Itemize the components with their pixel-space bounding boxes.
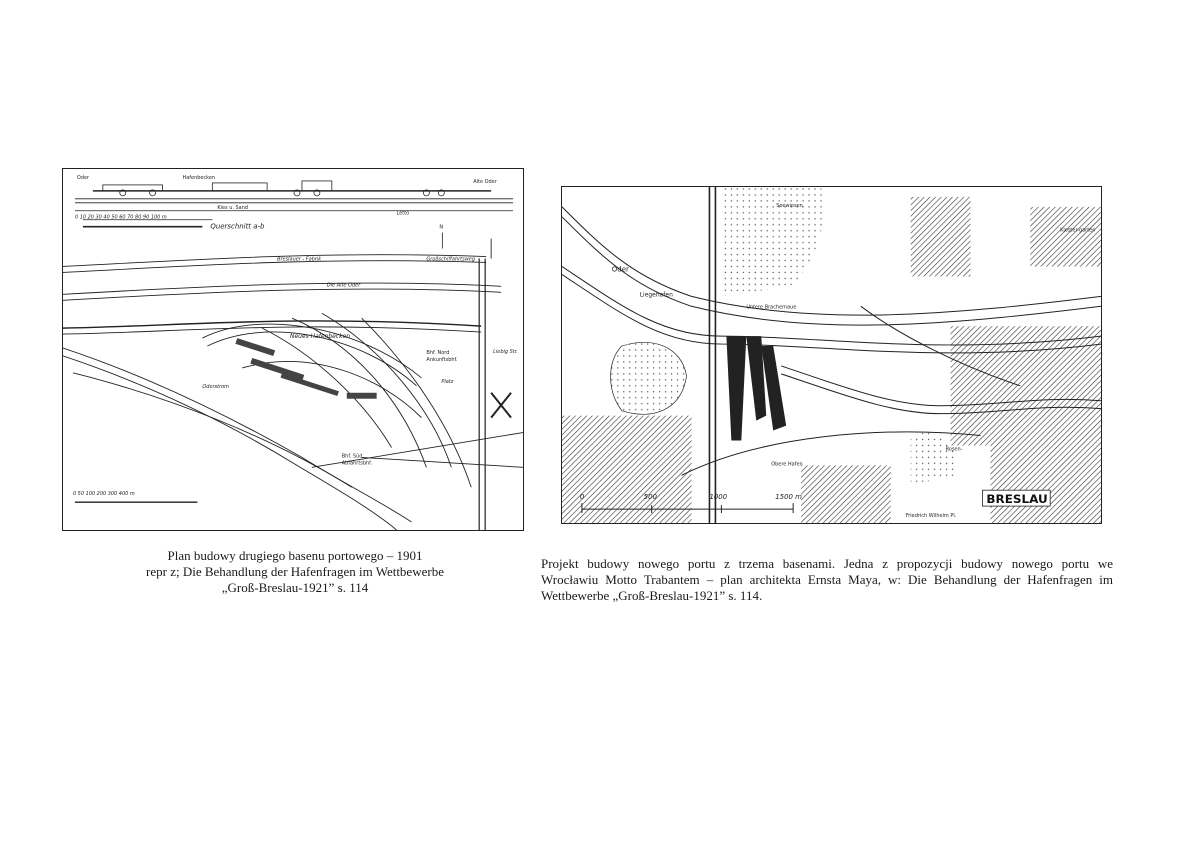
scale-label-1500: 1500 m [775, 493, 802, 502]
scale-top-label: 0 10 20 30 40 50 60 70 80 90 100 m [74, 214, 167, 221]
harbour-project-may-map [562, 187, 1101, 523]
oderstrom-label: Oderstrom [202, 383, 230, 390]
liegehafen-label: Liegehafen [639, 291, 673, 299]
caption-left [105, 548, 485, 596]
plan-lines [63, 239, 523, 530]
scale-label-500: 500 [643, 493, 657, 502]
platz-label: Platz [441, 378, 454, 385]
harbour-project-may-figure [561, 186, 1102, 524]
caption-left-line-1: Plan budowy drugiego basenu portowego – 1901 [167, 548, 423, 563]
harbour-plan-1901-figure [62, 168, 524, 531]
caption-right-line-2: Wrocławiu Motto Trabantem – plan architekta Ernsta Maya, w: Die Behandlung der Hafenfragen im [541, 572, 1113, 587]
die-alte-oder-label: Die Alte Oder [326, 282, 361, 289]
neues-hafenbecken-label: Neues Hafenbecken [290, 333, 351, 341]
oberer-hafen-label: Obere Hafen [771, 461, 803, 468]
breslauer-fabrik-label: Breslauer - Fabrik [277, 256, 322, 263]
oder-label: Oder [76, 174, 90, 181]
seewiesen-label: Seewiesen [776, 202, 803, 209]
breslau-label: BRESLAU [986, 492, 1048, 507]
abfahrtsbhf-label: Abfahrtsbhf. [341, 460, 373, 467]
ankunftsbhf-label: Ankunftsbhf. [426, 356, 458, 363]
querschnitt-label: Querschnitt a-b [210, 222, 265, 231]
bhf-sud-label: Bhf. Süd [341, 453, 363, 460]
caption-right [541, 556, 1113, 604]
caption-right-line-1: Projekt budowy nowego portu z trzema basenami. Jedna z propozycji budowy nowego portu we [541, 556, 1113, 571]
bhf-nord-label: Bhf. Nord [426, 349, 450, 356]
caption-left-line-2: repr z; Die Behandlung der Hafenfragen im Wettbewerbe [146, 564, 444, 579]
scale-label-0: 0 [579, 493, 585, 502]
alte-oder-label: Alte Oder [473, 178, 497, 185]
three-basins [726, 336, 786, 440]
klostergarten-label: Kloster-garten [1060, 227, 1096, 234]
scale-bottom-label: 0 50 100 200 300 400 m [72, 491, 135, 498]
letto-label: Letto [396, 210, 410, 217]
caption-left-line-3: „Groß-Breslau-1921” s. 114 [221, 580, 369, 595]
hafenbecken-label: Hafenbecken [182, 174, 216, 181]
rosen-label: Rosen- [945, 446, 963, 453]
caption-right-line-3: Wettbewerbe „Groß-Breslau-1921” s. 114. [541, 588, 763, 603]
crossroads-icon [491, 393, 511, 418]
harbour-basin [235, 338, 376, 399]
kies-sand-label: Kies u. Sand [217, 204, 249, 211]
harbour-plan-1901-map [63, 169, 523, 530]
liebig-str-label: Liebig Str. [493, 348, 518, 355]
grosschiffahrtsweg-label: Großschiffahrtsweg [426, 256, 476, 263]
scale-label-1000: 1000 [709, 493, 728, 502]
oder-label: Oder [611, 265, 629, 274]
north-label: N [439, 224, 444, 231]
friedrich-wilhelm-label: Friedrich Wilhelm Pl. [905, 513, 957, 520]
untere-brachemaue-label: Untere Brachemaue [746, 304, 797, 311]
